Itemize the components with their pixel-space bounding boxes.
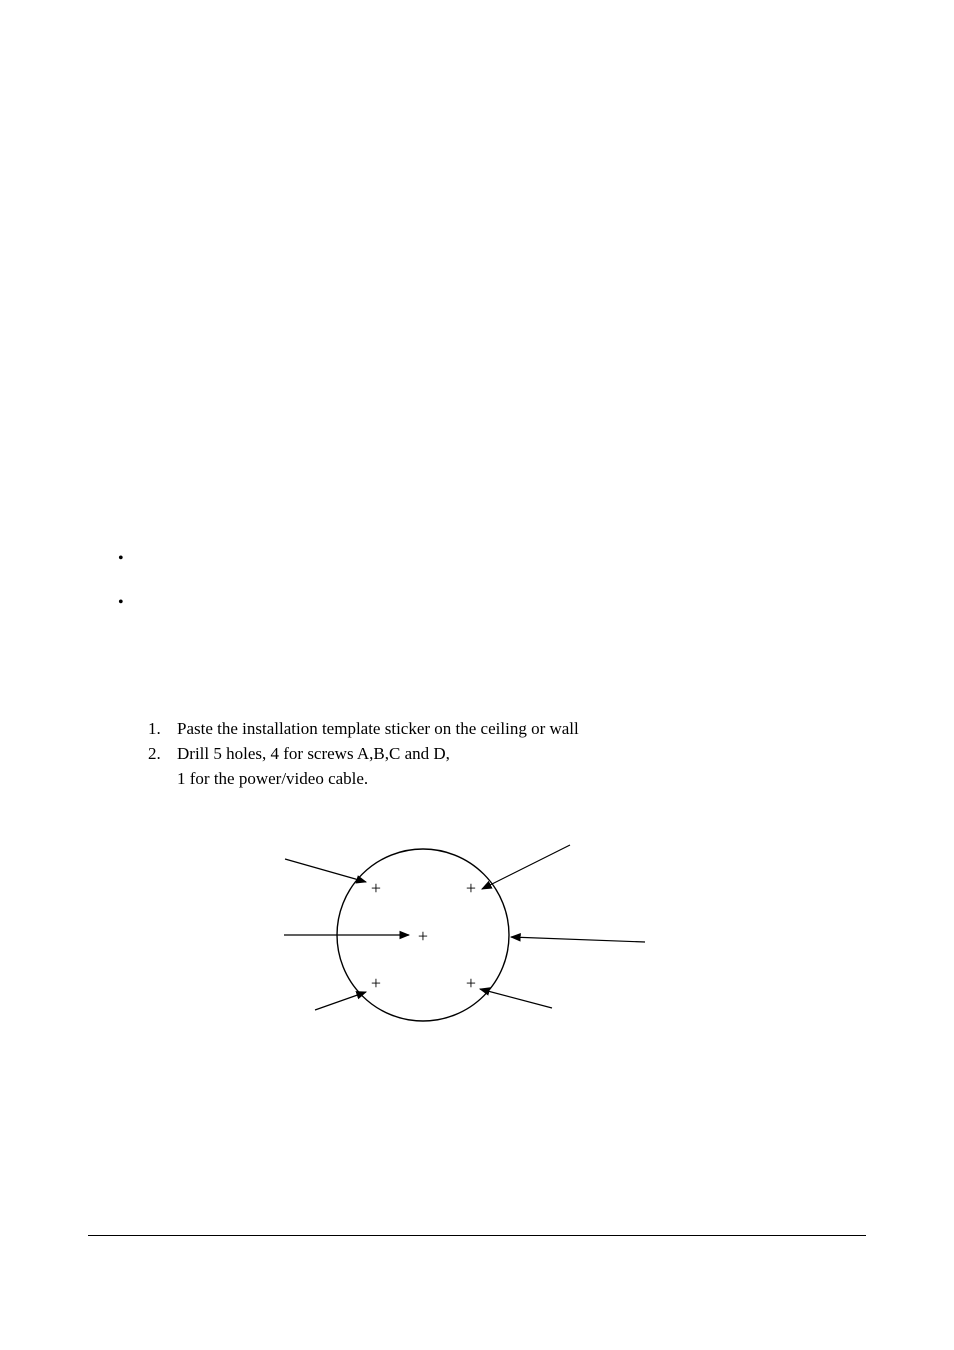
hole-mark: + (465, 878, 477, 898)
hole-mark: + (465, 973, 477, 993)
arrow-template-edge (511, 937, 645, 942)
arrow-screw-bottom-right (480, 989, 552, 1008)
arrow-screw-top-right (482, 845, 570, 889)
hole-mark: + (370, 973, 382, 993)
step-number: 2. (148, 744, 161, 763)
arrow-screw-top-left (285, 859, 366, 882)
step-text: Paste the installation template sticker on the ceiling or wall (177, 719, 579, 738)
step-continuation-text: 1 for the power/video cable. (177, 769, 369, 788)
step-number: 1. (148, 719, 161, 738)
footer-rule (88, 1235, 866, 1236)
step-text: Drill 5 holes, 4 for screws A,B,C and D, (177, 744, 450, 763)
bullet-2: • (118, 594, 124, 611)
bullet-1: • (118, 550, 124, 567)
hole-mark: + (417, 926, 429, 946)
arrow-screw-bottom-left (315, 992, 366, 1010)
hole-mark: + (370, 878, 382, 898)
